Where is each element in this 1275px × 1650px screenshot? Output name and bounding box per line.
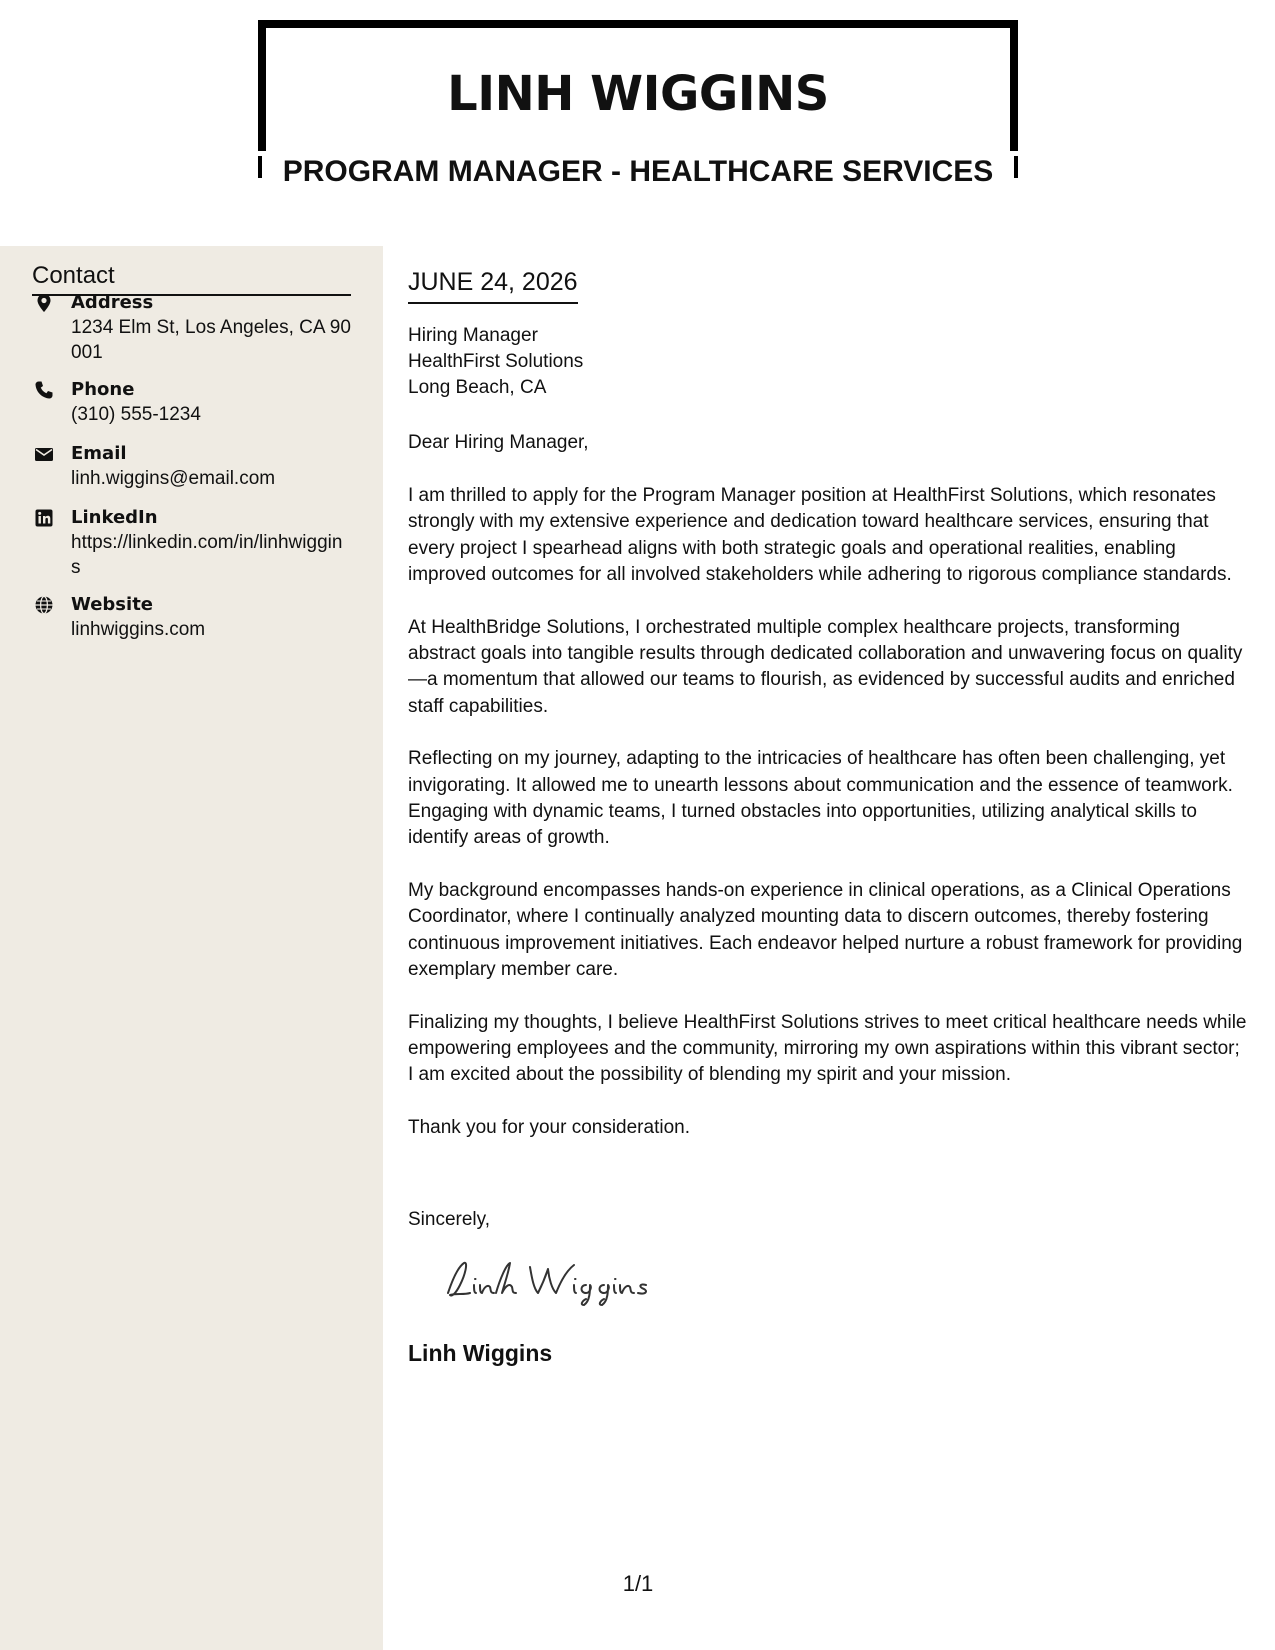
letter-date: JUNE 24, 2026 <box>408 265 578 304</box>
contact-value: https://linkedin.com/in/linhwiggins <box>71 532 343 578</box>
frame-top-bar <box>258 20 1018 28</box>
contact-value: linhwiggins.com <box>71 619 206 640</box>
signed-name: Linh Wiggins <box>408 1340 553 1366</box>
letter-paragraph: At HealthBridge Solutions, I orchestrated multiple complex healthcare projects, transforming abstract goals into tangible results through dedicated collaboration and unwavering focus on quality—a momentum that allowed our teams to flourish, as evidenced by successful audits and enriched staff capabilities. <box>408 616 1243 717</box>
recipient-company: HealthFirst Solutions <box>408 351 584 372</box>
contact-sidebar <box>0 246 383 1650</box>
envelope-icon <box>34 444 54 464</box>
linkedin-icon <box>34 508 54 528</box>
page-number: 1/1 <box>622 1571 654 1596</box>
map-pin-icon <box>34 293 54 313</box>
contact-label: LinkedIn <box>71 507 158 528</box>
handwritten-signature <box>434 1251 674 1311</box>
globe-icon <box>34 595 54 615</box>
contact-value: 1234 Elm St, Los Angeles, CA 90001 <box>71 317 351 363</box>
recipient-location: Long Beach, CA <box>408 377 547 398</box>
letter-paragraph: Finalizing my thoughts, I believe HealthFirst Solutions strives to meet critical healthcare needs while empowering employees and the community, mirroring my own aspirations within this vibrant sector; I am excited about the possibility of blending my spirit and your mission. <box>408 1011 1247 1086</box>
letter-paragraphs <box>408 483 1248 1167</box>
recipient-block <box>408 323 583 401</box>
contact-label: Email <box>71 443 127 464</box>
letter-paragraph: My background encompasses hands-on experience in clinical operations, as a Clinical Operations Coordinator, where I continually analyzed mounting data to discern outcomes, thereby fostering continuous improvement initiatives. Each endeavor helped nurture a robust framework for providing exemplary member care. <box>408 879 1243 981</box>
contact-label: Address <box>71 292 154 313</box>
letter-paragraph: Thank you for your consideration. <box>408 1116 690 1138</box>
letter-paragraph: I am thrilled to apply for the Program Manager position at HealthFirst Solutions, which resonates strongly with my extensive experience and dedication toward healthcare services, ensuring that every project I spearhead aligns with both strategic goals and operational realities, enabling improved outcomes for all involved stakeholders while adhering to rigorous compliance standards. <box>408 485 1232 586</box>
contact-label: Website <box>71 594 154 615</box>
salutation: Dear Hiring Manager, <box>408 432 589 453</box>
contact-heading: Contact <box>32 260 351 296</box>
applicant-name: LINH WIGGINS <box>447 66 829 122</box>
job-title: PROGRAM MANAGER - HEALTHCARE SERVICES <box>282 155 994 188</box>
closing: Sincerely, <box>408 1209 491 1230</box>
contact-value: (310) 555-1234 <box>71 404 201 425</box>
recipient-title: Hiring Manager <box>408 325 538 346</box>
phone-icon <box>34 380 54 400</box>
contact-label: Phone <box>71 379 135 400</box>
letter-paragraph: Reflecting on my journey, adapting to the intricacies of healthcare has often been challenging, yet invigorating. It allowed me to unearth lessons about communication and the essence of teamwork. Engaging with dynamic teams, I turned obstacles into opportunities, utilizing analytical skills to identify areas of growth. <box>408 748 1233 849</box>
contact-value: linh.wiggins@email.com <box>71 468 276 489</box>
